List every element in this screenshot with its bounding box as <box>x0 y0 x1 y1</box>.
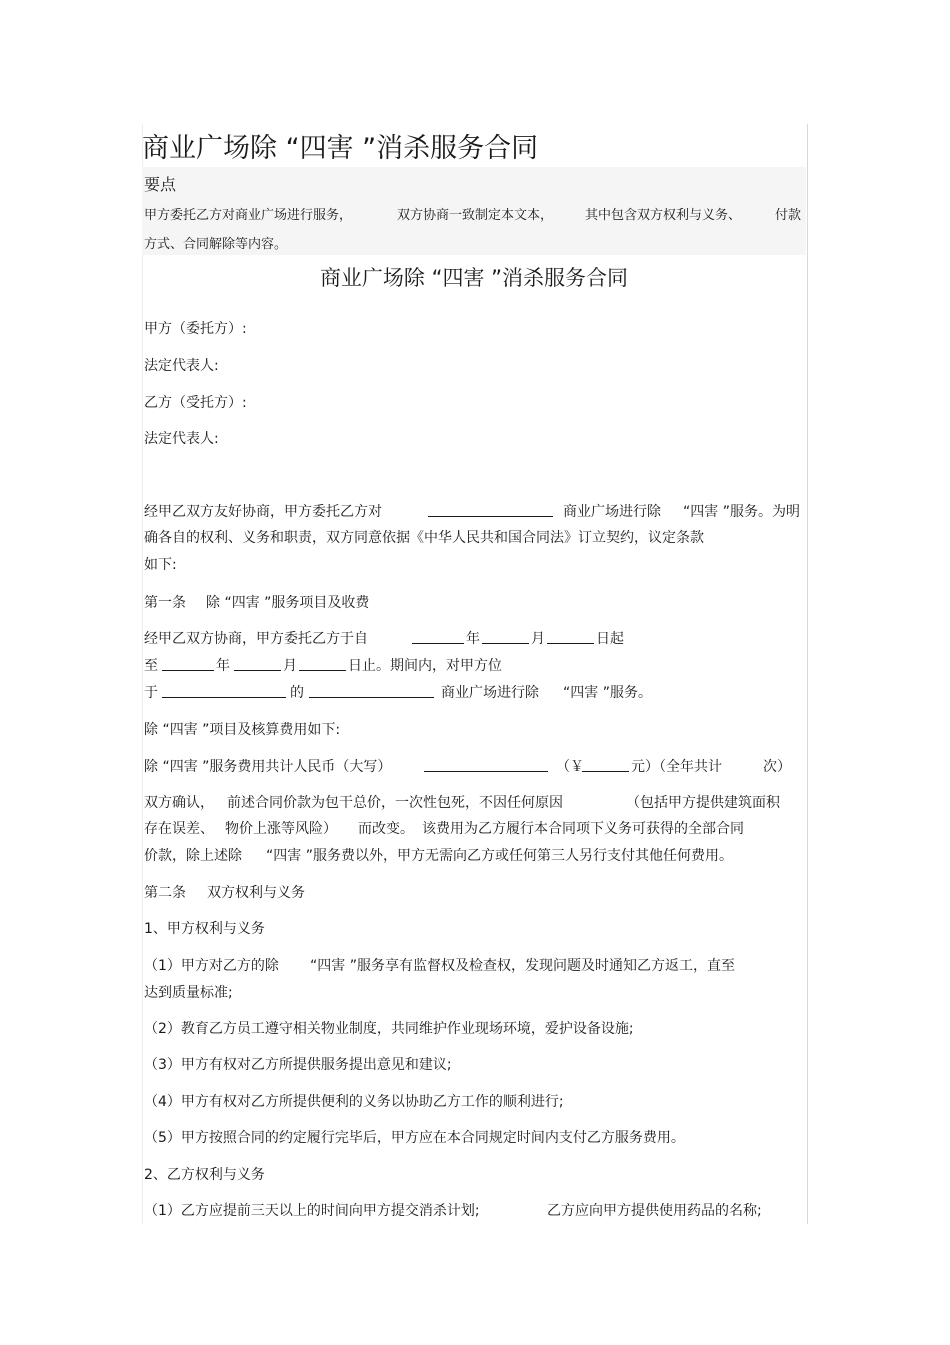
start-day-blank[interactable] <box>547 630 594 644</box>
start-year-blank[interactable] <box>412 630 464 644</box>
article-1-text: 双方确认， <box>144 795 214 811</box>
article-1-text: 日起 <box>596 631 624 647</box>
article-1-text: “四害 ”服务费以外，甲方无需向乙方或任何第三人另行支付其他任何费用。 <box>266 848 733 864</box>
article-1-text: 年 <box>216 658 230 674</box>
preamble-text: 经甲乙双方友好协商，甲方委托乙方对 <box>144 504 382 520</box>
article-1-text: 于 <box>144 685 158 701</box>
party-a-duties-title: 1、甲方权利与义务 <box>144 921 265 937</box>
party-a-label: 甲方（委托方）: <box>144 321 247 337</box>
article-1-text: 物价上涨等风险） <box>225 821 337 837</box>
article-1-text: “四害 ”服务。 <box>563 685 652 701</box>
duty-item: 达到质量标准; <box>144 985 233 1001</box>
article-1-text: 除 “四害 ”服务费用共计人民币（大写） <box>144 759 392 775</box>
preamble-text: 确各自的权利、义务和职责，双方同意依据《中华人民共和国合同法》订立契约，议定条款 <box>144 530 704 546</box>
party-a-rep-label: 法定代表人: <box>144 358 219 374</box>
end-month-blank[interactable] <box>234 657 281 671</box>
summary-text: 甲方委托乙方对商业广场进行服务， <box>144 208 353 223</box>
article-2-heading: 双方权利与义务 <box>207 885 305 901</box>
duty-item: “四害 ”服务享有监督权及检查权，发现问题及时通知乙方返工，直至 <box>310 958 735 974</box>
party-b-label: 乙方（受托方）: <box>144 395 247 411</box>
article-1-text: 年 <box>466 631 480 647</box>
duty-item: （4）甲方有权对乙方所提供便利的义务以协助乙方工作的顺利进行; <box>144 1094 564 1110</box>
article-2-heading: 第二条 <box>144 885 186 901</box>
blank-field[interactable] <box>428 503 553 517</box>
preamble-text: 商业广场进行除 <box>563 504 661 520</box>
article-1-text: 除 “四害 ”项目及核算费用如下: <box>144 722 341 738</box>
article-1-heading: 第一条 <box>144 595 186 611</box>
article-1-text: 元）（全年共计 <box>631 759 722 775</box>
article-1-text: 经甲乙双方协商，甲方委托乙方于自 <box>144 631 368 647</box>
article-1-text: 月 <box>283 658 297 674</box>
article-1-text: 次） <box>763 759 791 775</box>
article-1-text: 价款，除上述除 <box>144 848 242 864</box>
article-1-text: 该费用为乙方履行本合同项下义务可获得的全部合同 <box>422 821 744 837</box>
article-1-text: 日止。期间内，对甲方位 <box>348 658 502 674</box>
summary-text: 付款 <box>775 208 802 223</box>
party-b-rep-label: 法定代表人: <box>144 431 219 447</box>
summary-heading: 要点 <box>144 175 177 194</box>
party-b-duties-title: 2、乙方权利与义务 <box>144 1167 265 1183</box>
end-year-blank[interactable] <box>162 657 214 671</box>
summary-text: 方式、合同解除等内容。 <box>144 237 288 252</box>
fee-amount-words-blank[interactable] <box>424 758 548 772</box>
duty-item: （3）甲方有权对乙方所提供服务提出意见和建议; <box>144 1057 452 1073</box>
article-1-text: 月 <box>531 631 545 647</box>
duty-item: （5）甲方按照合同的约定履行完毕后，甲方应在本合同规定时间内支付乙方服务费用。 <box>144 1130 685 1146</box>
preamble-text: “四害 ”服务。为明 <box>683 504 800 520</box>
article-1-text: （￥ <box>556 759 584 775</box>
start-month-blank[interactable] <box>482 630 529 644</box>
location-blank[interactable] <box>162 684 286 698</box>
end-day-blank[interactable] <box>299 657 346 671</box>
article-1-text: 至 <box>144 658 158 674</box>
fee-amount-blank[interactable] <box>582 758 629 772</box>
article-1-text: 存在误差、 <box>144 821 214 837</box>
preamble-text: 如下: <box>144 557 177 573</box>
article-1-text: （包括甲方提供建筑面积 <box>626 795 780 811</box>
duty-item: （2）教育乙方员工遵守相关物业制度，共同维护作业现场环境，爱护设备设施; <box>144 1021 634 1037</box>
document-title: 商业广场除 “四害 ”消杀服务合同 <box>142 133 539 164</box>
contract-title: 商业广场除 “四害 ”消杀服务合同 <box>319 266 629 290</box>
summary-text: 其中包含双方权利与义务、 <box>585 208 742 223</box>
duty-item: （1）乙方应提前三天以上的时间向甲方提交消杀计划; <box>144 1203 480 1219</box>
article-1-text: 商业广场进行除 <box>441 685 539 701</box>
article-1-heading: 除 “四害 ”服务项目及收费 <box>206 595 370 611</box>
article-1-text: 而改变。 <box>358 821 414 837</box>
summary-text: 双方协商一致制定本文本， <box>397 208 554 223</box>
article-1-text: 的 <box>290 685 304 701</box>
article-1-text: 前述合同价款为包干总价，一次性包死，不因任何原因 <box>227 795 563 811</box>
duty-item: （1）甲方对乙方的除 <box>144 958 279 974</box>
duty-item: 乙方应向甲方提供使用药品的名称; <box>547 1203 762 1219</box>
square-name-blank[interactable] <box>309 684 434 698</box>
